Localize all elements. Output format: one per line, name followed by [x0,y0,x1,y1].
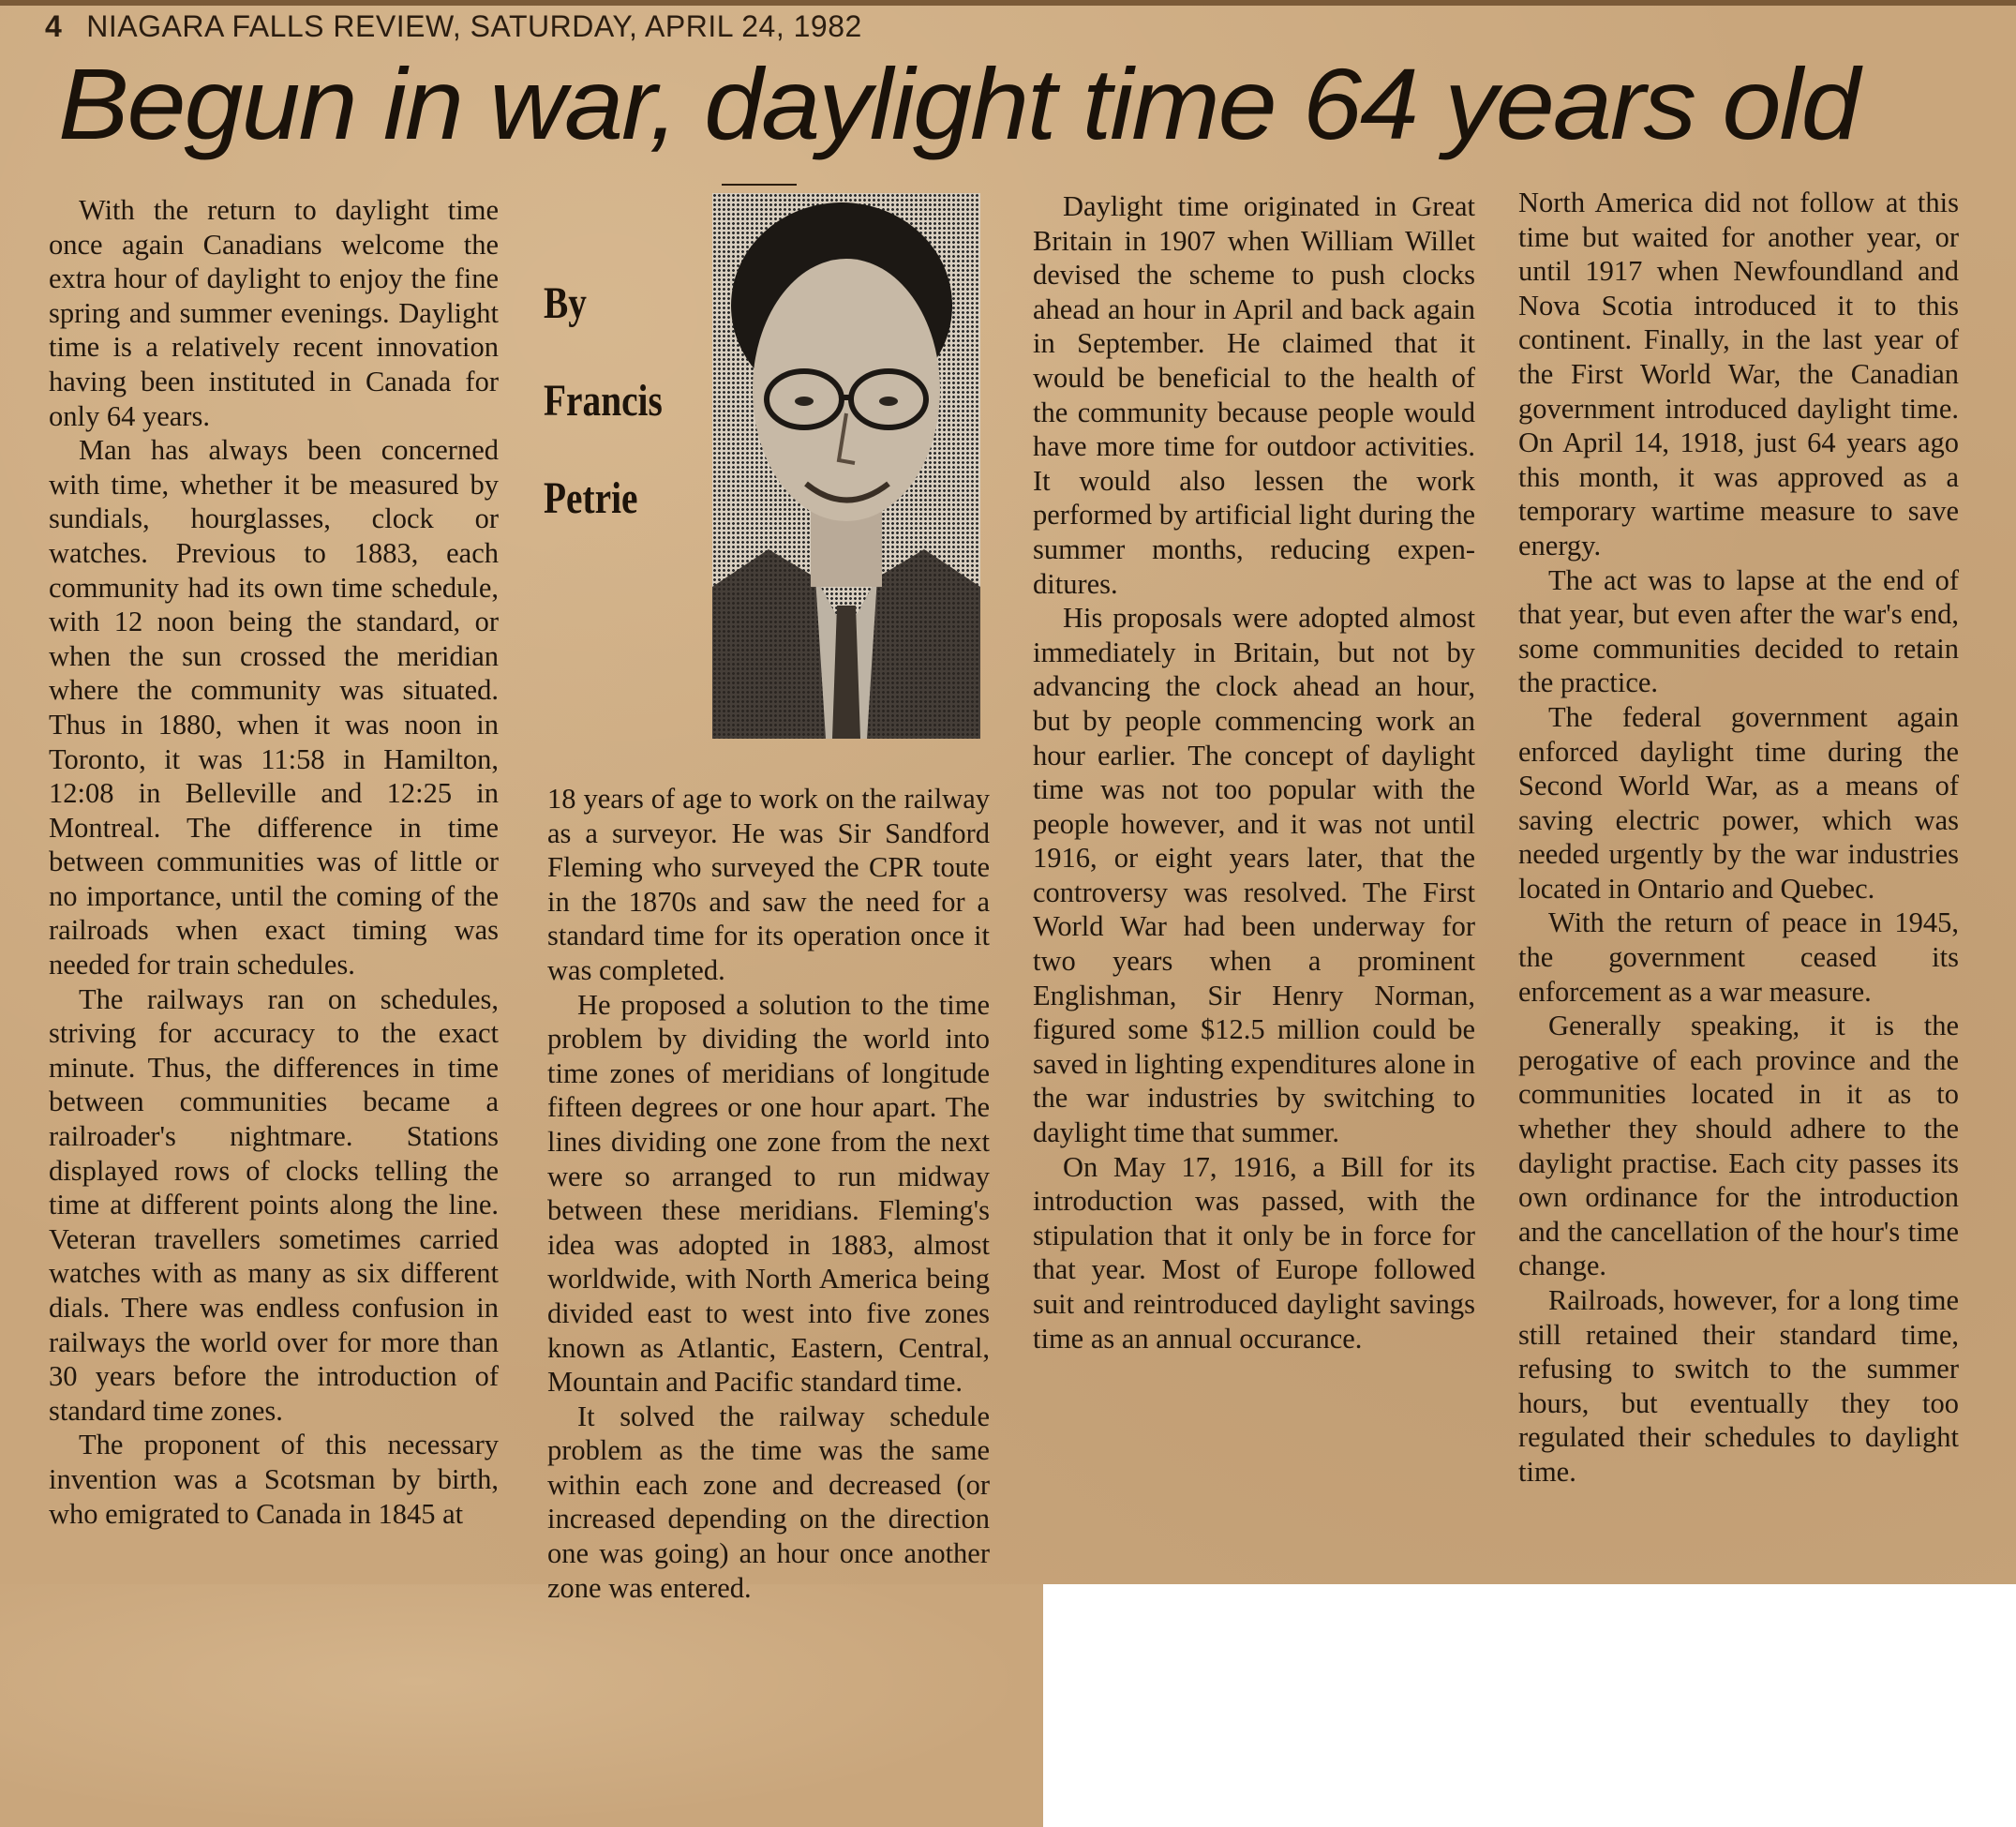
page-number: 4 [45,9,63,43]
article-column-3 [1033,189,1475,1355]
paragraph: His proposals were adopted almost immediately in Britain, but not by advancing the clock ahead an hour, but by people commencing work an hour earlier. The concept of daylight time was not too popular with the people however, and it was not until 1916, or eight years later, that the controversy was resolved. The First World War had been underway for two years when a prominent Englishman, Sir Henry Norman, figured some $12.5 million could be saved in lighting expenditures alone in the war industries by switching to daylight time that summer. [1033,602,1475,1149]
paragraph: The proponent of this necessary invention was a Scotsman by birth, who emigrated to Canada in 1845 at [49,1429,499,1530]
paragraph: Railroads, however, for a long time still retained their standard time, refusing to switch to the summer hours, but eventually they too regulated their schedules to daylight time. [1518,1284,1959,1488]
author-portrait-photo [712,193,980,739]
paragraph: The federal government again enforced daylight time during the Second World War, as a means of saving electric power, which was needed urgently by the war industries located in Ontario and Quebec. [1518,700,1959,905]
paragraph: Generally speaking, it is the perogative of each province and the communities located in it as to whether they should adhere to the daylight practise. Each city passes its own ordinance for the introduction and the cancellation of the hour's time change. [1518,1010,1959,1282]
paragraph: Man has always been concerned with time, whether it be measured by sundials, hourglasses, clock or watches. Previous to 1883, each community had its own time schedule, with 12 noon being the standard, or when the sun crossed the meridian where the community was situated. Thus in 1880, when it was noon in Toronto, it was 11:58 in Hamilton, 12:08 in Belleville and 12:25 in Montreal. The difference in time between communities was of little or no importance, until the coming of the railroads when exact timing was needed for train schedules. [49,434,499,981]
byline [544,278,674,574]
article-column-1 [49,193,499,1531]
byline-first-name: Francis [544,376,663,426]
paragraph: On May 17, 1916, a Bill for its introduction was passed, with the stipulation that it only be in force for that year. Most of Europe followed suit and reintroduced daylight savings time as an annual occurance. [1033,1150,1475,1355]
clipping-top-edge [0,0,2016,6]
paragraph: The act was to lapse at the end of that year, but even after the war's end, some communities decided to retain the practice. [1518,563,1959,699]
paragraph: 18 years of age to work on the railway as a surveyor. He was Sir Sandford Fleming who surveyed the CPR toute in the 1870s and saw the need for a standard time for its operation once it was completed. [547,783,990,986]
portrait-illustration [712,193,980,739]
paragraph: With the return to daylight time once again Canadians welcome the extra hour of daylight to enjoy the fine spring and summer evenings. Daylight time is a relatively recent innovation having been instituted in Canada for only 64 years. [49,194,499,432]
paragraph: North America did not follow at this time but waited for another year, or until 1917 when Newfoundland and Nova Scotia introduced it to this continent. Finally, in the last year of the First World War, the Canadian government introduced daylight time. On April 14, 1918, just 64 years ago this month, it was approved as a temporary wartime measure to save energy. [1518,187,1959,562]
paragraph: He proposed a solution to the time problem by dividing the world into time zones of meridians of longitude fifteen degrees or one hour apart. The lines dividing one zone from the next were so arranged to run midway between these meridians. Fleming's idea was adopted in 1883, almost worldwide, with North America being divided east to west into five zones known as Atlantic, Eastern, Central, Mountain and Pacific standard time. [547,988,990,1399]
divider [722,184,797,186]
byline-by: By [544,278,587,328]
paragraph: Daylight time originated in Great Britain in 1907 when William Willet devised the scheme to push clocks ahead an hour in April and back again in September. He claimed that it would be beneficial to the health of the community because people would have more time for outdoor activities. It would also lessen the work performed by artificial light during the summer months, reducing expenditures. [1033,190,1475,600]
paragraph: With the return of peace in 1945, the government ceased its enforcement as a war measure. [1518,906,1959,1008]
paragraph: It solved the railway schedule problem as the time was the same within each zone and decreased (or increased depending on the direction one was going) an hour once another zone was entered. [547,1400,990,1604]
article-column-2 [547,782,990,1605]
byline-last-name: Petrie [544,473,638,523]
masthead-text: NIAGARA FALLS REVIEW, SATURDAY, APRIL 24, 1982 [86,9,862,43]
newspaper-clipping-lower [0,1584,1043,1827]
article-column-4 [1518,186,1959,1490]
headline: Begun in war, daylight time 64 years old [58,47,1859,160]
paragraph: The railways ran on schedules, striving for accuracy to the exact minute. Thus, the differences in time between communities became a railroader's nightmare. Stations displayed rows of clocks telling the time at different points along the line. Veteran travellers sometimes carried watches with as many as six different dials. There was endless confusion in railways the world over for more than 30 years before the introduction of standard time zones. [49,982,499,1427]
masthead [45,9,862,44]
